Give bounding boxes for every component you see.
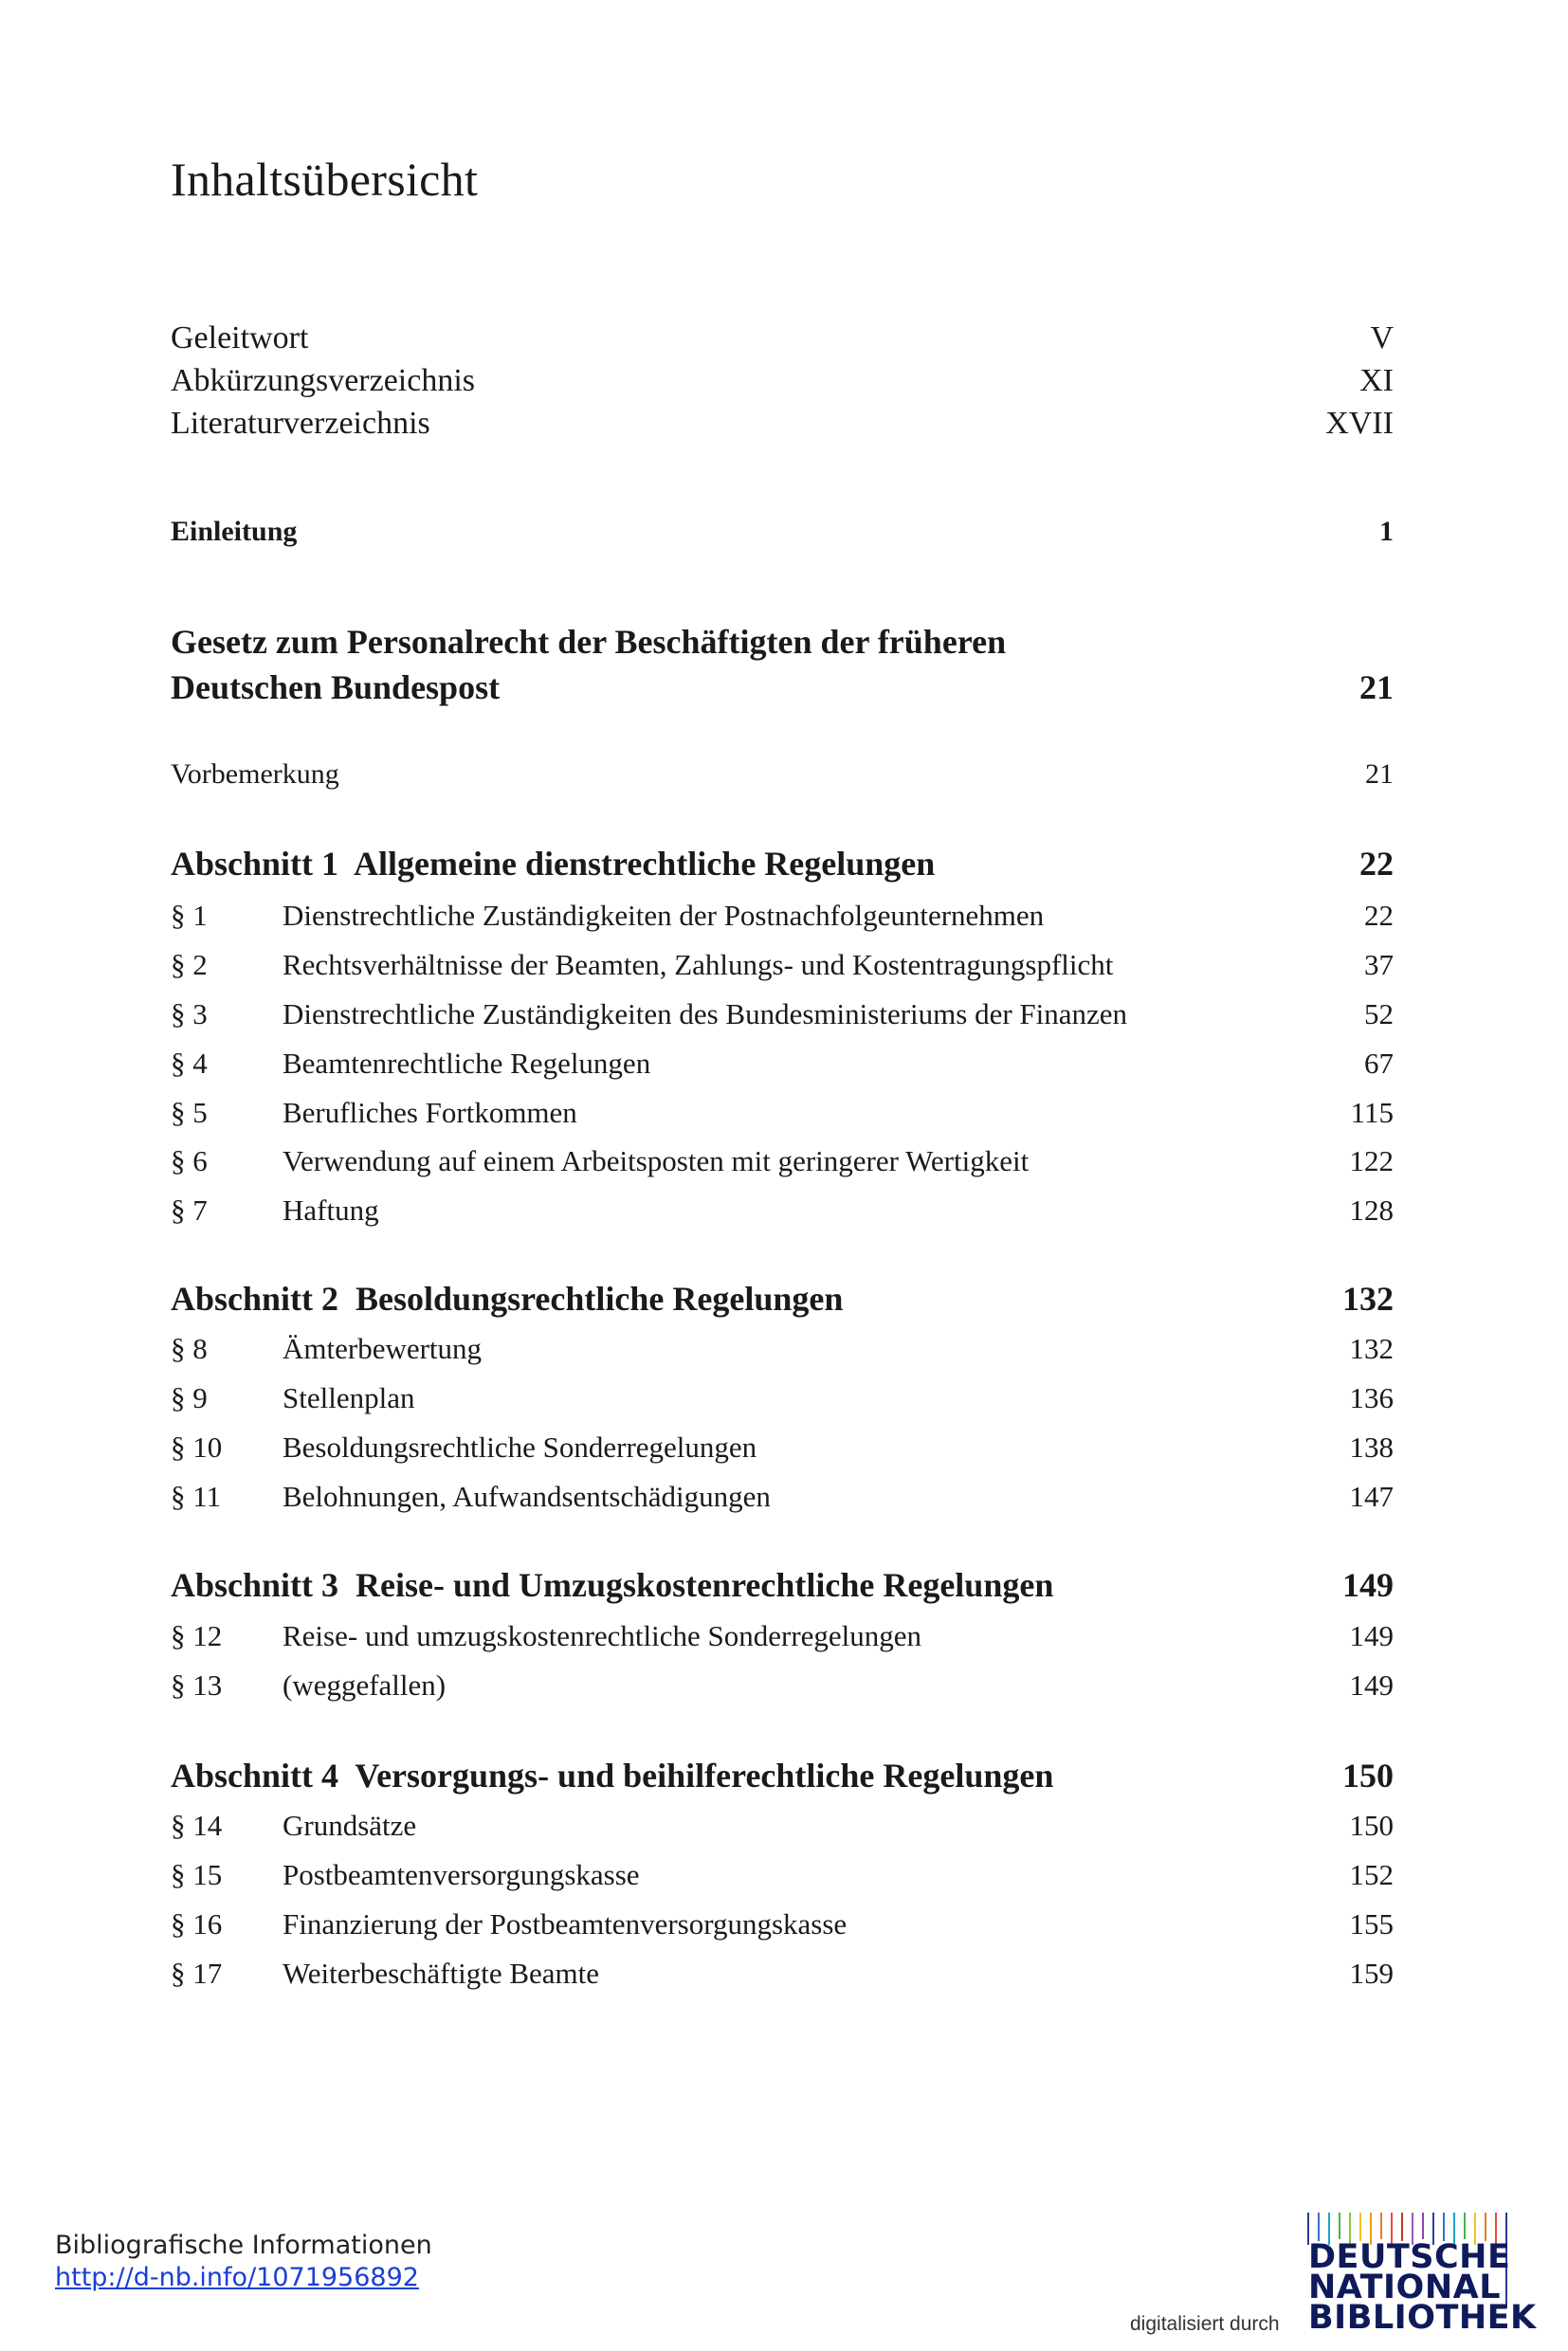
- paragraph-label: Finanzierung der Postbeamtenversorgungskasse: [283, 1907, 848, 1941]
- section-page: 132: [1342, 1280, 1394, 1318]
- paragraph-number: § 14: [171, 1809, 223, 1842]
- entry-label: Deutschen Bundespost: [171, 668, 501, 706]
- section-label: Abschnitt 3 Reise- und Umzugskostenrechtliche Regelungen: [171, 1566, 1054, 1604]
- paragraph-label: Besoldungsrechtliche Sonderregelungen: [283, 1431, 757, 1464]
- paragraph-page: 122: [1349, 1144, 1394, 1177]
- entry-page: V: [1370, 320, 1394, 355]
- bibliographic-info-label: Bibliografische Informationen: [55, 2231, 432, 2260]
- paragraph-page: 22: [1364, 899, 1394, 932]
- toc-paragraph-6[interactable]: [171, 1144, 1394, 1178]
- paragraph-label: Postbeamtenversorgungskasse: [283, 1858, 640, 1891]
- paragraph-label: Grundsätze: [283, 1809, 417, 1842]
- dnb-logo: [1304, 2213, 1537, 2337]
- toc-paragraph-13[interactable]: [171, 1668, 1394, 1703]
- paragraph-number: § 9: [171, 1381, 208, 1414]
- paragraph-label: Weiterbeschäftigte Beamte: [283, 1957, 600, 1990]
- toc-paragraph-8[interactable]: [171, 1332, 1394, 1366]
- toc-section-3[interactable]: [171, 1565, 1394, 1605]
- bibliographic-info: [55, 2230, 432, 2294]
- toc-entry-vorbemerkung[interactable]: [171, 758, 1394, 791]
- toc-paragraph-9[interactable]: [171, 1381, 1394, 1415]
- toc-paragraph-12[interactable]: [171, 1619, 1394, 1653]
- section-label: Abschnitt 4 Versorgungs- und beihilferechtliche Regelungen: [171, 1757, 1054, 1795]
- paragraph-label: (weggefallen): [283, 1668, 447, 1702]
- entry-page: 21: [1365, 758, 1394, 790]
- paragraph-number: § 2: [171, 948, 208, 981]
- toc-section-4[interactable]: [171, 1756, 1394, 1795]
- law-title-line1: Gesetz zum Personalrecht der Beschäftigten der früheren: [171, 623, 1007, 661]
- toc-paragraph-17[interactable]: [171, 1957, 1394, 1991]
- paragraph-label: Rechtsverhältnisse der Beamten, Zahlungs- und Kostentragungspflicht: [283, 948, 1114, 981]
- paragraph-number: § 10: [171, 1431, 223, 1464]
- toc-entry-geleitwort[interactable]: [171, 320, 1394, 356]
- dnb-record-link[interactable]: http://d-nb.info/1071956892: [55, 2263, 419, 2292]
- entry-label: Vorbemerkung: [171, 758, 339, 790]
- entry-page: 21: [1359, 668, 1394, 706]
- toc-paragraph-1[interactable]: [171, 899, 1394, 933]
- paragraph-number: § 3: [171, 997, 208, 1030]
- entry-page: XVII: [1325, 406, 1394, 441]
- paragraph-number: § 17: [171, 1957, 223, 1990]
- paragraph-label: Verwendung auf einem Arbeitsposten mit geringerer Wertigkeit: [283, 1144, 1030, 1177]
- paragraph-page: 155: [1349, 1907, 1394, 1941]
- entry-page: XI: [1359, 363, 1394, 398]
- paragraph-label: Dienstrechtliche Zuständigkeiten der Postnachfolgeunternehmen: [283, 899, 1045, 932]
- paragraph-page: 147: [1349, 1480, 1394, 1513]
- paragraph-number: § 12: [171, 1619, 223, 1652]
- paragraph-page: 159: [1349, 1957, 1394, 1990]
- paragraph-page: 138: [1349, 1431, 1394, 1464]
- paragraph-number: § 11: [171, 1480, 222, 1513]
- paragraph-page: 52: [1364, 997, 1394, 1030]
- paragraph-number: § 6: [171, 1144, 208, 1177]
- digitized-by-label: digitalisiert durch: [1130, 2313, 1280, 2335]
- paragraph-number: § 16: [171, 1907, 223, 1941]
- paragraph-page: 128: [1349, 1194, 1394, 1227]
- page-title: Inhaltsübersicht: [171, 153, 479, 206]
- paragraph-label: Beamtenrechtliche Regelungen: [283, 1047, 651, 1080]
- paragraph-label: Berufliches Fortkommen: [283, 1096, 577, 1129]
- paragraph-number: § 5: [171, 1096, 208, 1129]
- paragraph-page: 115: [1350, 1096, 1394, 1129]
- toc-paragraph-4[interactable]: [171, 1047, 1394, 1081]
- section-page: 150: [1342, 1757, 1394, 1795]
- section-page: 22: [1359, 845, 1394, 883]
- toc-paragraph-10[interactable]: [171, 1431, 1394, 1465]
- paragraph-page: 67: [1364, 1047, 1394, 1080]
- entry-page: 1: [1379, 516, 1394, 547]
- entry-label: Literaturverzeichnis: [171, 406, 430, 441]
- paragraph-label: Haftung: [283, 1194, 379, 1227]
- toc-paragraph-16[interactable]: [171, 1907, 1394, 1941]
- dnb-logo-line3: BIBLIOTHEK: [1308, 2299, 1537, 2337]
- toc-entry-gesetz[interactable]: [171, 667, 1394, 707]
- paragraph-number: § 4: [171, 1047, 208, 1080]
- paragraph-page: 152: [1349, 1858, 1394, 1891]
- entry-label: Abkürzungsverzeichnis: [171, 363, 476, 398]
- toc-section-2[interactable]: [171, 1279, 1394, 1319]
- dnb-logo-line1: DEUTSCHE: [1308, 2238, 1511, 2276]
- paragraph-page: 136: [1349, 1381, 1394, 1414]
- toc-paragraph-14[interactable]: [171, 1809, 1394, 1843]
- toc-entry-literaturverzeichnis[interactable]: [171, 406, 1394, 442]
- toc-paragraph-2[interactable]: [171, 948, 1394, 982]
- paragraph-page: 149: [1349, 1668, 1394, 1702]
- paragraph-number: § 1: [171, 899, 208, 932]
- paragraph-page: 132: [1349, 1332, 1394, 1365]
- toc-paragraph-7[interactable]: [171, 1194, 1394, 1228]
- section-label: Abschnitt 2 Besoldungsrechtliche Regelungen: [171, 1280, 844, 1318]
- paragraph-page: 37: [1364, 948, 1394, 981]
- paragraph-number: § 15: [171, 1858, 223, 1891]
- section-page: 149: [1342, 1566, 1394, 1604]
- paragraph-label: Stellenplan: [283, 1381, 415, 1414]
- entry-label: Einleitung: [171, 516, 298, 547]
- paragraph-page: 149: [1349, 1619, 1394, 1652]
- paragraph-label: Reise- und umzugskostenrechtliche Sonderregelungen: [283, 1619, 922, 1652]
- toc-section-1[interactable]: [171, 844, 1394, 884]
- toc-entry-abkuerzungsverzeichnis[interactable]: [171, 363, 1394, 399]
- paragraph-label: Dienstrechtliche Zuständigkeiten des Bundesministeriums der Finanzen: [283, 997, 1128, 1030]
- toc-paragraph-3[interactable]: [171, 997, 1394, 1031]
- toc-paragraph-11[interactable]: [171, 1480, 1394, 1514]
- section-label: Abschnitt 1 Allgemeine dienstrechtliche Regelungen: [171, 845, 936, 883]
- toc-entry-einleitung[interactable]: [171, 516, 1394, 548]
- paragraph-label: Ämterbewertung: [283, 1332, 483, 1365]
- paragraph-number: § 13: [171, 1668, 223, 1702]
- paragraph-page: 150: [1349, 1809, 1394, 1842]
- paragraph-number: § 7: [171, 1194, 208, 1227]
- paragraph-label: Belohnungen, Aufwandsentschädigungen: [283, 1480, 771, 1513]
- entry-label: Geleitwort: [171, 320, 309, 355]
- toc-paragraph-5[interactable]: [171, 1096, 1394, 1130]
- dnb-logo-line2: NATIONAL: [1308, 2269, 1501, 2306]
- toc-paragraph-15[interactable]: [171, 1858, 1394, 1892]
- paragraph-number: § 8: [171, 1332, 208, 1365]
